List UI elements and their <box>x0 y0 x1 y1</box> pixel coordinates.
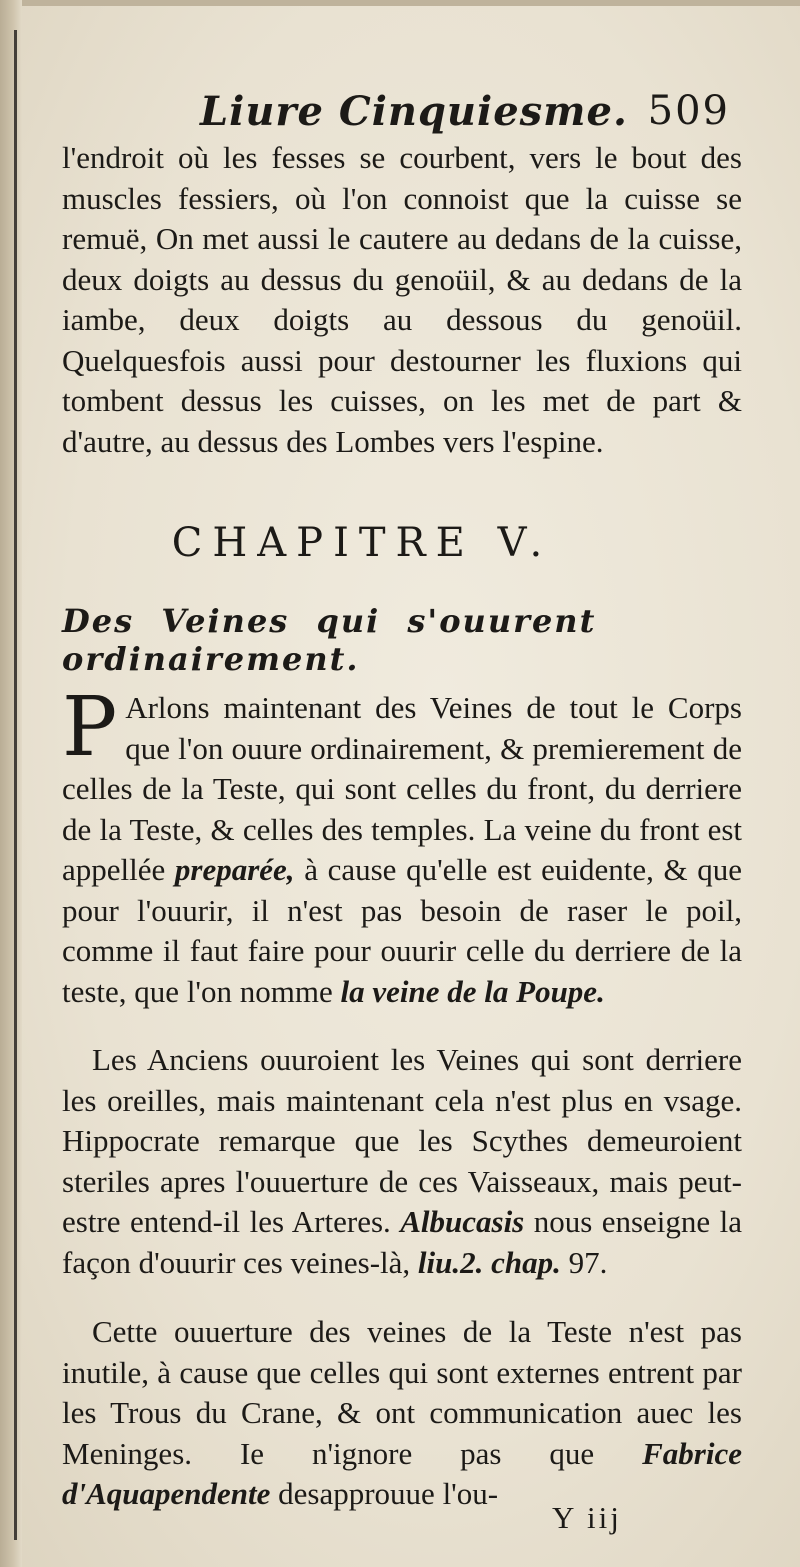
chapter-subtitle: Des Veines qui s'ouurent ordinairement. <box>62 602 597 678</box>
paragraph <box>62 1312 742 1515</box>
paragraph <box>62 1040 742 1283</box>
paragraph-text: Cette ouuerture des veines de la Teste n'est pas inutile, à cause que celles qui sont externes entrent par les Trous du Crane, & ont communication auec les Meninges. Ie n'ignore pas que <box>62 1314 742 1471</box>
page-number: 509 <box>647 88 730 134</box>
italic-name: Fabrice d'Aquapendente <box>62 1435 742 1511</box>
gutter-shadow-line <box>14 30 17 1540</box>
page-top-edge <box>0 0 800 6</box>
paragraph-opening <box>62 680 742 1012</box>
paragraph-text: Arlons maintenant des Veines de tout le Corps que l'on ouure ordinairement, & premierement de celles de la Teste, qui sont celles du front, du derriere de la Teste, & celles des temples. La veine du front est appellée <box>62 690 742 887</box>
chapter-title: CHAPITRE V. <box>171 520 553 566</box>
italic-name: Albucasis <box>400 1204 525 1239</box>
paragraph-text: Les Anciens ouuroient les Veines qui sont derriere les oreilles, mais maintenant cela n'est plus en vsage. Hippocrate remarque que les Scythes demeuroient steriles apres l'ouuerture de ces Vaisseaux, mais peut-estre entend-il les Arteres. <box>62 1042 742 1239</box>
drop-cap: P <box>62 680 118 775</box>
running-title: Liure Cinquiesme. <box>200 88 628 135</box>
paragraph-text: nous enseigne la façon d'ouurir ces veines-là, <box>62 1204 742 1280</box>
paragraph-text: 97. <box>560 1244 608 1280</box>
italic-term: la veine de la Poupe. <box>340 973 605 1009</box>
book-gutter <box>0 0 22 1567</box>
italic-term: preparée, <box>174 852 295 887</box>
paragraph-text: à cause qu'elle est euidente, & que pour l'ouurir, il n'est pas besoin de raser le poil, comme il faut faire pour ouurir celle du derriere de la teste, que l'on nomme <box>62 852 742 1009</box>
paragraph-continued: l'endroit où les fesses se courbent, vers le bout des muscles fessiers, où l'on connoist que la cuisse se remuë, On met aussi le cautere au dedans de la cuisse, deux doigts au dessus du genoüil, & au dedans de la iambe, deux doigts au dessous du genoüil. Quelquesfois aussi pour destourner les fluxions qui tombent dessus les cuisses, on les met de part & d'autre, au dessus des Lombes vers l'espine. <box>62 140 742 459</box>
italic-reference: liu.2. chap. <box>417 1244 561 1280</box>
signature-mark: Y iij <box>552 1500 622 1535</box>
paragraph-text: desapprouue l'ou- <box>270 1476 499 1511</box>
